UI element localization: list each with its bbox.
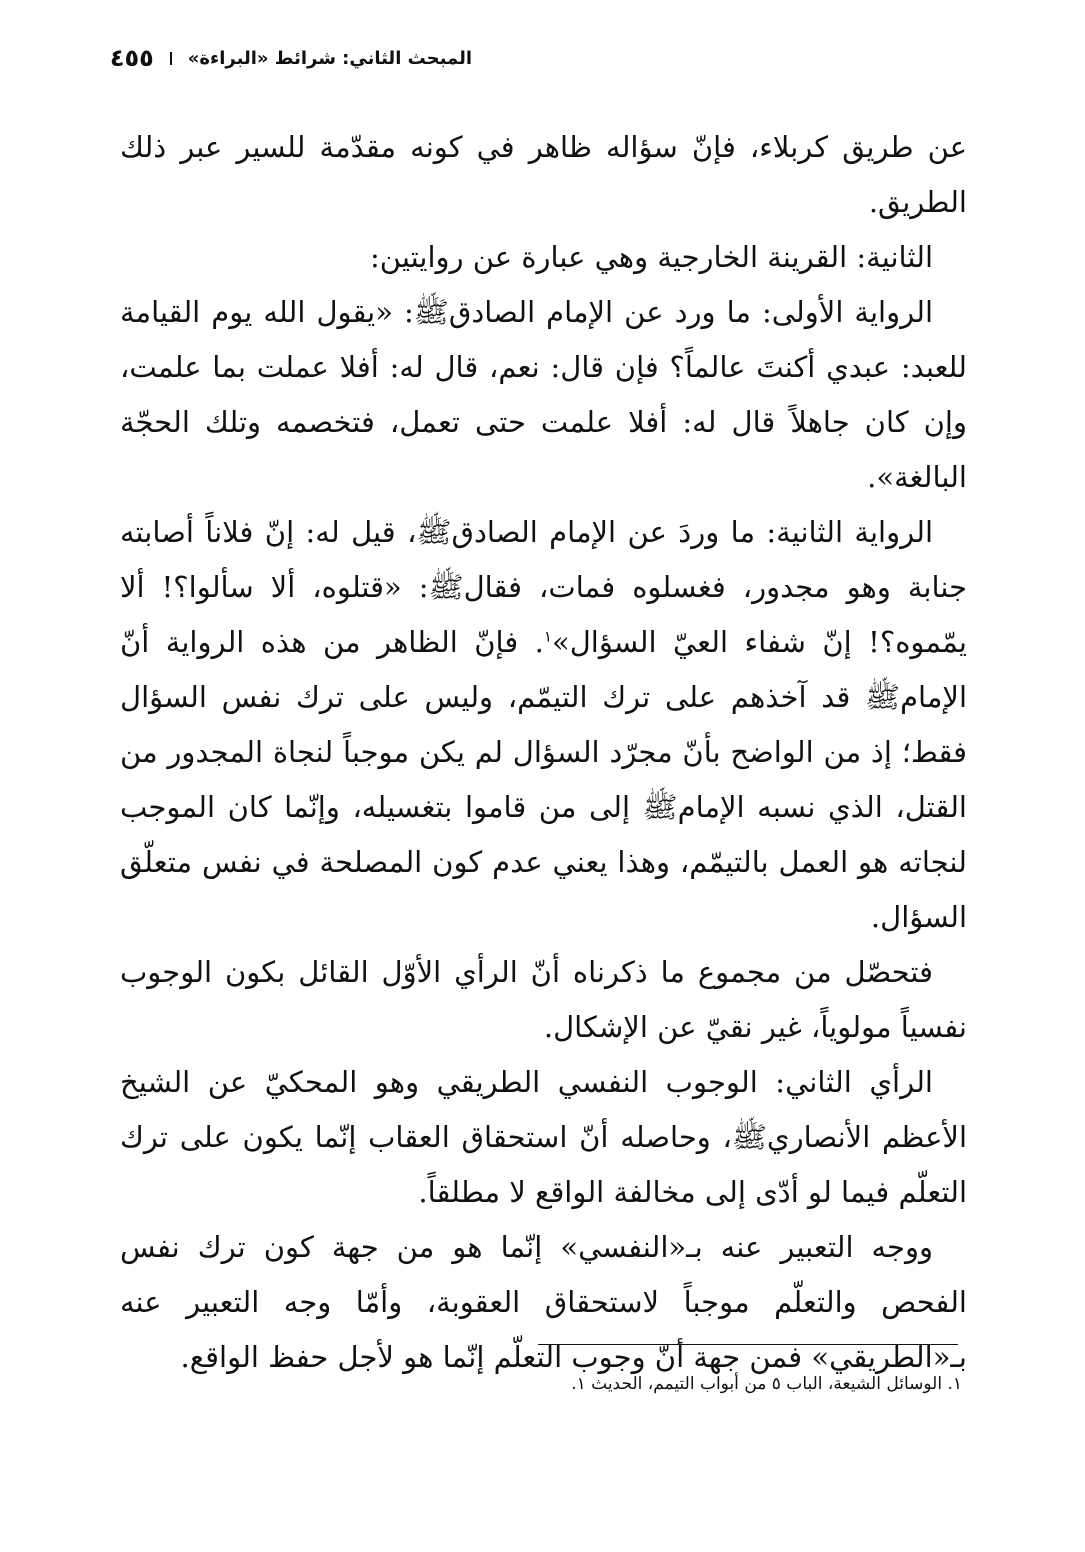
second-narration-quote: الرواية الثانية: ما وردَ عن الإمام الصادقﷺ، قيل له: إنّ فلاناً أصابته جنابة وهو مجدور، فغسلوه فمات، فقالﷺ: «قتلوه، ألا سألوا؟! ألا يمّموه؟! إنّ شفاء العيّ السؤال» [120, 515, 967, 659]
paragraph-first-narration: الرواية الأولى: ما ورد عن الإمام الصادقﷺ: «يقول الله يوم القيامة للعبد: عبدي أكنتَ عالماً؟ فإن قال: نعم، قال له: أفلا عملت بما علمت، وإن كان جاهلاً قال له: أفلا علمت حتى تعمل، فتخصمه وتلك الحجّة البالغة». [120, 295, 967, 494]
paragraph-second-narration [120, 505, 967, 945]
running-header [109, 38, 472, 78]
paragraph-conclusion: فتحصّل من مجموع ما ذكرناه أنّ الرأي الأوّل القائل بكون الوجوب نفسياً مولوياً، غير نقيّ عن الإشكال. [120, 955, 967, 1044]
footnote-reference: ١ [543, 627, 552, 646]
paragraph-second-evidence: الثانية: القرينة الخارجية وهي عبارة عن روايتين: [370, 240, 933, 274]
paragraph-second-opinion: الرأي الثاني: الوجوب النفسي الطريقي وهو المحكيّ عن الشيخ الأعظم الأنصاريﷺ، وحاصله أنّ استحقاق العقاب إنّما يكون على ترك التعلّم فيما لو أدّى إلى مخالفة الواقع لا مطلقاً. [120, 1065, 967, 1209]
footnote: ١. الوسائل الشيعة، الباب ٥ من أبواب التيمم، الحديث ١. [571, 1374, 962, 1394]
second-narration-analysis: . فإنّ الظاهر من هذه الرواية أنّ الإمامﷺ قد آخذهم على ترك التيمّم، وليس على ترك نفس السؤال فقط؛ إذ من الواضح بأنّ مجرّد السؤال لم يكن موجباً لنجاة المجدور من القتل، الذي نسبه الإمامﷺ إلى من قاموا بتغسيله، وإنّما كان الموجب لنجاته هو العمل بالتيمّم، وهذا يعني عدم كون المصلحة في نفس متعلّق السؤال. [120, 625, 967, 934]
main-text [120, 120, 967, 1385]
page-number: ٤٥٥ [109, 44, 154, 72]
chapter-title: المبحث الثاني: شرائط «البراءة» [187, 47, 472, 69]
paragraph-continuation: عن طريق كربلاء، فإنّ سؤاله ظاهر في كونه مقدّمة للسير عبر ذلك الطريق. [120, 130, 967, 219]
footnote-divider [538, 1344, 958, 1345]
paragraph-explanation: ووجه التعبير عنه بـ«النفسي» إنّما هو من جهة كون ترك نفس الفحص والتعلّم موجباً لاستحقاق العقوبة، وأمّا وجه التعبير عنه بـ«الطريقي» فمن جهة أنّ وجوب التعلّم إنّما هو لأجل حفظ الواقع. [120, 1230, 967, 1374]
header-separator-box [170, 52, 172, 65]
